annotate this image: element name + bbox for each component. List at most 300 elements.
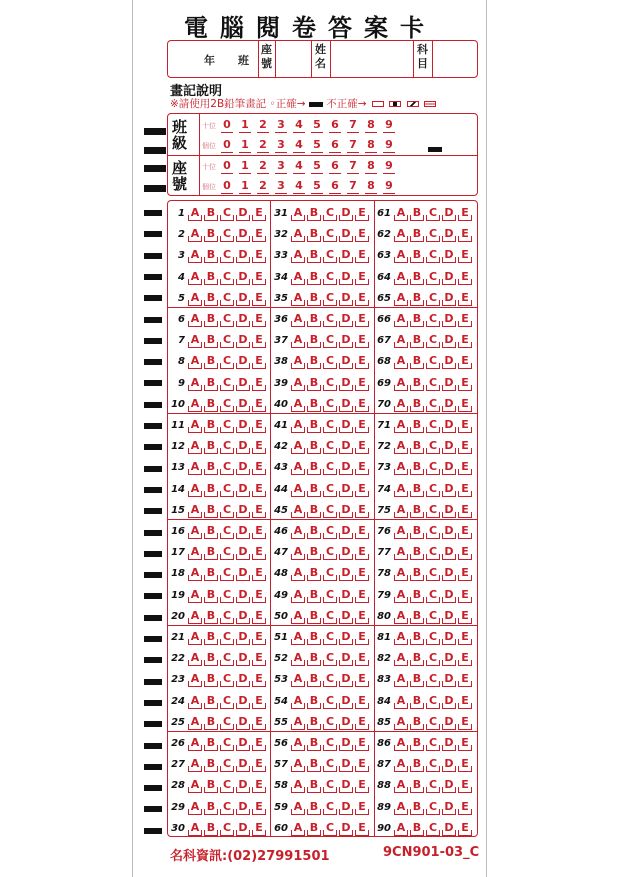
answer-bubble-b[interactable]: B: [412, 736, 422, 749]
answer-bubble-e[interactable]: E: [356, 609, 368, 623]
answer-bubble-e[interactable]: E: [253, 503, 265, 517]
answer-bubble-c[interactable]: C: [428, 460, 438, 474]
answer-bubble-b[interactable]: B: [309, 312, 319, 325]
answer-bubble-e[interactable]: E: [253, 376, 265, 390]
answer-bubble-d[interactable]: D: [341, 333, 351, 347]
answer-bubble-b[interactable]: B: [309, 778, 319, 792]
answer-bubble-b[interactable]: B: [309, 736, 319, 749]
answer-bubble-a[interactable]: A: [396, 227, 406, 241]
answer-bubble-a[interactable]: A: [190, 820, 200, 834]
digit-bubble[interactable]: 8: [364, 159, 378, 172]
answer-bubble-c[interactable]: C: [222, 799, 232, 813]
answer-bubble-d[interactable]: D: [341, 227, 351, 241]
answer-bubble-c[interactable]: C: [222, 481, 232, 495]
answer-bubble-d[interactable]: D: [341, 714, 351, 728]
answer-bubble-d[interactable]: D: [341, 312, 351, 325]
answer-bubble-b[interactable]: B: [309, 820, 319, 834]
answer-bubble-e[interactable]: E: [459, 694, 471, 708]
answer-bubble-e[interactable]: E: [253, 609, 265, 623]
digit-bubble[interactable]: 6: [328, 159, 342, 172]
answer-bubble-b[interactable]: B: [206, 757, 216, 771]
digit-bubble[interactable]: 0: [220, 138, 234, 151]
answer-bubble-b[interactable]: B: [206, 206, 216, 219]
answer-bubble-c[interactable]: C: [222, 248, 232, 262]
answer-bubble-b[interactable]: B: [206, 651, 216, 665]
answer-bubble-b[interactable]: B: [309, 693, 319, 707]
answer-bubble-a[interactable]: A: [190, 672, 200, 686]
answer-bubble-a[interactable]: A: [190, 693, 200, 707]
answer-bubble-a[interactable]: A: [190, 396, 200, 410]
answer-bubble-e[interactable]: E: [356, 333, 368, 347]
answer-bubble-d[interactable]: D: [341, 566, 351, 580]
answer-bubble-e[interactable]: E: [459, 333, 471, 347]
answer-bubble-e[interactable]: E: [356, 715, 368, 729]
answer-bubble-c[interactable]: C: [325, 354, 335, 368]
answer-bubble-d[interactable]: D: [444, 799, 454, 813]
answer-bubble-e[interactable]: E: [253, 439, 265, 453]
answer-bubble-d[interactable]: D: [238, 206, 248, 219]
answer-bubble-e[interactable]: E: [253, 672, 265, 686]
answer-bubble-c[interactable]: C: [325, 820, 335, 834]
answer-bubble-b[interactable]: B: [309, 375, 319, 389]
answer-bubble-e[interactable]: E: [356, 460, 368, 474]
digit-bubble[interactable]: 0: [220, 118, 234, 131]
answer-bubble-e[interactable]: E: [253, 630, 265, 644]
answer-bubble-d[interactable]: D: [238, 630, 248, 643]
answer-bubble-e[interactable]: E: [253, 397, 265, 411]
answer-bubble-a[interactable]: A: [396, 333, 406, 347]
answer-bubble-e[interactable]: E: [253, 270, 265, 284]
answer-bubble-a[interactable]: A: [293, 714, 303, 728]
answer-bubble-c[interactable]: C: [325, 630, 335, 643]
answer-bubble-e[interactable]: E: [356, 439, 368, 453]
answer-bubble-e[interactable]: E: [459, 270, 471, 284]
answer-bubble-e[interactable]: E: [459, 397, 471, 411]
answer-bubble-c[interactable]: C: [428, 396, 438, 410]
answer-bubble-c[interactable]: C: [325, 651, 335, 665]
answer-bubble-e[interactable]: E: [356, 651, 368, 665]
answer-bubble-a[interactable]: A: [190, 312, 200, 325]
answer-bubble-b[interactable]: B: [206, 693, 216, 707]
answer-bubble-c[interactable]: C: [325, 206, 335, 219]
answer-bubble-e[interactable]: E: [356, 524, 368, 538]
answer-bubble-a[interactable]: A: [293, 524, 303, 537]
answer-bubble-e[interactable]: E: [459, 715, 471, 729]
answer-bubble-c[interactable]: C: [325, 396, 335, 410]
answer-bubble-e[interactable]: E: [459, 757, 471, 771]
answer-bubble-a[interactable]: A: [190, 460, 200, 474]
answer-bubble-b[interactable]: B: [206, 502, 216, 516]
answer-bubble-d[interactable]: D: [341, 672, 351, 686]
answer-bubble-d[interactable]: D: [341, 545, 351, 559]
digit-bubble[interactable]: 2: [256, 138, 270, 151]
answer-bubble-e[interactable]: E: [356, 821, 368, 835]
answer-bubble-c[interactable]: C: [325, 545, 335, 559]
answer-bubble-b[interactable]: B: [412, 608, 422, 622]
answer-bubble-a[interactable]: A: [190, 248, 200, 262]
answer-bubble-c[interactable]: C: [222, 587, 232, 601]
answer-bubble-a[interactable]: A: [293, 418, 303, 431]
answer-bubble-b[interactable]: B: [412, 290, 422, 304]
answer-bubble-a[interactable]: A: [396, 439, 406, 453]
answer-bubble-e[interactable]: E: [356, 694, 368, 708]
answer-bubble-d[interactable]: D: [238, 545, 248, 559]
answer-bubble-b[interactable]: B: [206, 481, 216, 495]
answer-bubble-e[interactable]: E: [356, 566, 368, 580]
answer-bubble-a[interactable]: A: [396, 587, 406, 601]
answer-bubble-e[interactable]: E: [356, 291, 368, 305]
answer-bubble-d[interactable]: D: [444, 290, 454, 304]
digit-bubble[interactable]: 7: [346, 159, 360, 172]
answer-bubble-a[interactable]: A: [293, 460, 303, 474]
answer-bubble-a[interactable]: A: [293, 672, 303, 686]
answer-bubble-e[interactable]: E: [356, 778, 368, 792]
answer-bubble-d[interactable]: D: [238, 693, 248, 707]
answer-bubble-a[interactable]: A: [396, 481, 406, 495]
answer-bubble-a[interactable]: A: [396, 651, 406, 665]
answer-bubble-b[interactable]: B: [309, 502, 319, 516]
answer-bubble-d[interactable]: D: [238, 460, 248, 474]
answer-bubble-d[interactable]: D: [238, 418, 248, 431]
answer-bubble-d[interactable]: D: [238, 439, 248, 453]
answer-bubble-d[interactable]: D: [444, 375, 454, 389]
answer-bubble-e[interactable]: E: [253, 800, 265, 814]
answer-bubble-d[interactable]: D: [341, 524, 351, 537]
answer-bubble-d[interactable]: D: [444, 820, 454, 834]
answer-bubble-b[interactable]: B: [206, 269, 216, 283]
answer-bubble-e[interactable]: E: [253, 206, 265, 220]
answer-bubble-c[interactable]: C: [222, 227, 232, 241]
answer-bubble-a[interactable]: A: [293, 396, 303, 410]
answer-bubble-c[interactable]: C: [222, 545, 232, 559]
answer-bubble-c[interactable]: C: [222, 630, 232, 643]
digit-bubble[interactable]: 9: [382, 118, 396, 131]
answer-bubble-a[interactable]: A: [190, 651, 200, 665]
answer-bubble-b[interactable]: B: [309, 396, 319, 410]
answer-bubble-b[interactable]: B: [206, 587, 216, 601]
answer-bubble-e[interactable]: E: [253, 545, 265, 559]
answer-bubble-e[interactable]: E: [459, 736, 471, 750]
answer-bubble-c[interactable]: C: [325, 587, 335, 601]
answer-bubble-a[interactable]: A: [293, 354, 303, 368]
answer-bubble-a[interactable]: A: [293, 545, 303, 559]
answer-bubble-a[interactable]: A: [396, 566, 406, 580]
answer-bubble-a[interactable]: A: [396, 375, 406, 389]
answer-bubble-e[interactable]: E: [356, 206, 368, 220]
answer-bubble-e[interactable]: E: [459, 630, 471, 644]
answer-bubble-b[interactable]: B: [412, 566, 422, 580]
answer-bubble-d[interactable]: D: [238, 354, 248, 368]
answer-bubble-a[interactable]: A: [396, 672, 406, 686]
answer-bubble-d[interactable]: D: [444, 418, 454, 431]
answer-bubble-c[interactable]: C: [325, 693, 335, 707]
answer-bubble-a[interactable]: A: [396, 736, 406, 749]
answer-bubble-a[interactable]: A: [396, 312, 406, 325]
answer-bubble-b[interactable]: B: [309, 524, 319, 537]
answer-bubble-a[interactable]: A: [190, 545, 200, 559]
answer-bubble-d[interactable]: D: [238, 248, 248, 262]
answer-bubble-d[interactable]: D: [444, 269, 454, 283]
answer-bubble-a[interactable]: A: [190, 524, 200, 537]
answer-bubble-b[interactable]: B: [309, 248, 319, 262]
answer-bubble-c[interactable]: C: [222, 757, 232, 771]
answer-bubble-b[interactable]: B: [206, 290, 216, 304]
answer-bubble-d[interactable]: D: [341, 651, 351, 665]
answer-bubble-a[interactable]: A: [190, 481, 200, 495]
answer-bubble-e[interactable]: E: [459, 566, 471, 580]
answer-bubble-a[interactable]: A: [190, 375, 200, 389]
answer-bubble-c[interactable]: C: [325, 290, 335, 304]
answer-bubble-b[interactable]: B: [206, 672, 216, 686]
answer-bubble-a[interactable]: A: [190, 757, 200, 771]
digit-bubble[interactable]: 1: [238, 159, 252, 172]
answer-bubble-c[interactable]: C: [222, 439, 232, 453]
answer-bubble-e[interactable]: E: [253, 312, 265, 326]
answer-bubble-a[interactable]: A: [293, 227, 303, 241]
answer-bubble-a[interactable]: A: [293, 312, 303, 325]
answer-bubble-a[interactable]: A: [396, 524, 406, 537]
answer-bubble-e[interactable]: E: [459, 778, 471, 792]
digit-bubble[interactable]: 7: [346, 179, 360, 192]
answer-bubble-c[interactable]: C: [222, 312, 232, 325]
answer-bubble-b[interactable]: B: [412, 418, 422, 431]
answer-bubble-b[interactable]: B: [309, 418, 319, 431]
answer-bubble-d[interactable]: D: [444, 439, 454, 453]
answer-bubble-d[interactable]: D: [341, 736, 351, 749]
answer-bubble-b[interactable]: B: [206, 312, 216, 325]
answer-bubble-b[interactable]: B: [309, 481, 319, 495]
answer-bubble-a[interactable]: A: [190, 439, 200, 453]
answer-bubble-c[interactable]: C: [325, 460, 335, 474]
answer-bubble-b[interactable]: B: [206, 545, 216, 559]
answer-bubble-a[interactable]: A: [396, 545, 406, 559]
answer-bubble-c[interactable]: C: [325, 227, 335, 241]
answer-bubble-e[interactable]: E: [356, 800, 368, 814]
answer-bubble-d[interactable]: D: [238, 227, 248, 241]
answer-bubble-d[interactable]: D: [444, 333, 454, 347]
answer-bubble-c[interactable]: C: [428, 418, 438, 431]
answer-bubble-b[interactable]: B: [309, 630, 319, 643]
answer-bubble-c[interactable]: C: [222, 672, 232, 686]
answer-bubble-b[interactable]: B: [412, 248, 422, 262]
answer-bubble-d[interactable]: D: [444, 312, 454, 325]
answer-bubble-b[interactable]: B: [309, 227, 319, 241]
digit-bubble[interactable]: 7: [346, 138, 360, 151]
answer-bubble-d[interactable]: D: [444, 587, 454, 601]
answer-bubble-c[interactable]: C: [428, 290, 438, 304]
answer-bubble-d[interactable]: D: [444, 566, 454, 580]
answer-bubble-e[interactable]: E: [459, 482, 471, 496]
answer-bubble-d[interactable]: D: [238, 714, 248, 728]
answer-bubble-d[interactable]: D: [238, 481, 248, 495]
answer-bubble-d[interactable]: D: [238, 375, 248, 389]
answer-bubble-c[interactable]: C: [325, 757, 335, 771]
answer-bubble-b[interactable]: B: [309, 757, 319, 771]
answer-bubble-e[interactable]: E: [253, 227, 265, 241]
answer-bubble-a[interactable]: A: [396, 757, 406, 771]
answer-bubble-a[interactable]: A: [396, 630, 406, 643]
answer-bubble-b[interactable]: B: [206, 608, 216, 622]
answer-bubble-c[interactable]: C: [428, 736, 438, 749]
answer-bubble-e[interactable]: E: [356, 270, 368, 284]
answer-bubble-c[interactable]: C: [428, 481, 438, 495]
answer-bubble-a[interactable]: A: [396, 714, 406, 728]
answer-bubble-d[interactable]: D: [341, 587, 351, 601]
answer-bubble-a[interactable]: A: [293, 269, 303, 283]
answer-bubble-b[interactable]: B: [206, 248, 216, 262]
answer-bubble-a[interactable]: A: [293, 439, 303, 453]
digit-bubble[interactable]: 1: [238, 138, 252, 151]
answer-bubble-c[interactable]: C: [428, 248, 438, 262]
answer-bubble-a[interactable]: A: [190, 502, 200, 516]
answer-bubble-c[interactable]: C: [222, 418, 232, 431]
answer-bubble-d[interactable]: D: [238, 736, 248, 749]
answer-bubble-c[interactable]: C: [428, 333, 438, 347]
answer-bubble-a[interactable]: A: [190, 736, 200, 749]
answer-bubble-b[interactable]: B: [206, 820, 216, 834]
answer-bubble-c[interactable]: C: [325, 714, 335, 728]
digit-bubble[interactable]: 0: [220, 179, 234, 192]
answer-bubble-d[interactable]: D: [341, 630, 351, 643]
answer-bubble-a[interactable]: A: [190, 778, 200, 792]
answer-bubble-e[interactable]: E: [459, 418, 471, 432]
answer-bubble-c[interactable]: C: [428, 672, 438, 686]
answer-bubble-c[interactable]: C: [428, 375, 438, 389]
answer-bubble-c[interactable]: C: [325, 672, 335, 686]
answer-bubble-b[interactable]: B: [412, 354, 422, 368]
answer-bubble-b[interactable]: B: [309, 269, 319, 283]
answer-bubble-c[interactable]: C: [222, 566, 232, 580]
answer-bubble-b[interactable]: B: [412, 672, 422, 686]
answer-bubble-d[interactable]: D: [238, 566, 248, 580]
digit-bubble[interactable]: 9: [382, 138, 396, 151]
answer-bubble-b[interactable]: B: [412, 227, 422, 241]
answer-bubble-b[interactable]: B: [412, 778, 422, 792]
answer-bubble-e[interactable]: E: [356, 630, 368, 644]
answer-bubble-e[interactable]: E: [356, 397, 368, 411]
digit-bubble[interactable]: 2: [256, 179, 270, 192]
answer-bubble-e[interactable]: E: [459, 800, 471, 814]
answer-bubble-a[interactable]: A: [293, 608, 303, 622]
answer-bubble-c[interactable]: C: [325, 502, 335, 516]
answer-bubble-d[interactable]: D: [444, 227, 454, 241]
answer-bubble-b[interactable]: B: [412, 714, 422, 728]
answer-bubble-a[interactable]: A: [190, 566, 200, 580]
digit-bubble[interactable]: 1: [238, 118, 252, 131]
digit-bubble[interactable]: 5: [310, 159, 324, 172]
answer-bubble-c[interactable]: C: [222, 269, 232, 283]
answer-bubble-d[interactable]: D: [341, 778, 351, 792]
answer-bubble-b[interactable]: B: [206, 799, 216, 813]
answer-bubble-d[interactable]: D: [341, 693, 351, 707]
answer-bubble-d[interactable]: D: [444, 545, 454, 559]
answer-bubble-c[interactable]: C: [428, 502, 438, 516]
answer-bubble-c[interactable]: C: [428, 693, 438, 707]
answer-bubble-e[interactable]: E: [459, 545, 471, 559]
digit-bubble[interactable]: 4: [292, 138, 306, 151]
answer-bubble-e[interactable]: E: [356, 354, 368, 368]
digit-bubble[interactable]: 2: [256, 159, 270, 172]
answer-bubble-d[interactable]: D: [238, 269, 248, 283]
answer-bubble-c[interactable]: C: [222, 290, 232, 304]
answer-bubble-c[interactable]: C: [222, 714, 232, 728]
answer-bubble-a[interactable]: A: [396, 820, 406, 834]
answer-bubble-b[interactable]: B: [206, 333, 216, 347]
answer-bubble-b[interactable]: B: [206, 736, 216, 749]
answer-bubble-a[interactable]: A: [396, 608, 406, 622]
answer-bubble-c[interactable]: C: [428, 587, 438, 601]
answer-bubble-d[interactable]: D: [341, 290, 351, 304]
answer-bubble-e[interactable]: E: [356, 418, 368, 432]
answer-bubble-c[interactable]: C: [428, 799, 438, 813]
answer-bubble-c[interactable]: C: [222, 524, 232, 537]
answer-bubble-d[interactable]: D: [341, 354, 351, 368]
answer-bubble-b[interactable]: B: [206, 460, 216, 474]
answer-bubble-c[interactable]: C: [428, 524, 438, 537]
answer-bubble-e[interactable]: E: [356, 736, 368, 750]
answer-bubble-d[interactable]: D: [238, 778, 248, 792]
answer-bubble-c[interactable]: C: [428, 206, 438, 219]
answer-bubble-a[interactable]: A: [396, 502, 406, 516]
answer-bubble-d[interactable]: D: [341, 206, 351, 219]
answer-bubble-a[interactable]: A: [190, 587, 200, 601]
answer-bubble-a[interactable]: A: [293, 778, 303, 792]
digit-bubble[interactable]: 9: [382, 159, 396, 172]
answer-bubble-c[interactable]: C: [222, 651, 232, 665]
answer-bubble-e[interactable]: E: [356, 503, 368, 517]
answer-bubble-b[interactable]: B: [206, 396, 216, 410]
answer-bubble-d[interactable]: D: [238, 396, 248, 410]
answer-bubble-a[interactable]: A: [293, 248, 303, 262]
answer-bubble-b[interactable]: B: [206, 375, 216, 389]
answer-bubble-c[interactable]: C: [325, 799, 335, 813]
answer-bubble-b[interactable]: B: [309, 566, 319, 580]
answer-bubble-e[interactable]: E: [356, 757, 368, 771]
answer-bubble-b[interactable]: B: [309, 439, 319, 453]
answer-bubble-a[interactable]: A: [293, 375, 303, 389]
answer-bubble-c[interactable]: C: [428, 439, 438, 453]
answer-bubble-d[interactable]: D: [444, 714, 454, 728]
answer-bubble-a[interactable]: A: [293, 693, 303, 707]
answer-bubble-e[interactable]: E: [459, 821, 471, 835]
digit-bubble[interactable]: 3: [274, 159, 288, 172]
answer-bubble-d[interactable]: D: [341, 418, 351, 431]
answer-bubble-a[interactable]: A: [190, 354, 200, 368]
answer-bubble-b[interactable]: B: [412, 396, 422, 410]
answer-bubble-a[interactable]: A: [396, 418, 406, 431]
answer-bubble-b[interactable]: B: [412, 375, 422, 389]
answer-bubble-d[interactable]: D: [238, 608, 248, 622]
answer-bubble-b[interactable]: B: [412, 693, 422, 707]
answer-bubble-b[interactable]: B: [412, 269, 422, 283]
answer-bubble-a[interactable]: A: [396, 248, 406, 262]
answer-bubble-c[interactable]: C: [222, 460, 232, 474]
answer-bubble-d[interactable]: D: [238, 587, 248, 601]
answer-bubble-c[interactable]: C: [325, 566, 335, 580]
answer-bubble-d[interactable]: D: [341, 481, 351, 495]
digit-bubble[interactable]: 3: [274, 138, 288, 151]
answer-bubble-b[interactable]: B: [412, 587, 422, 601]
answer-bubble-e[interactable]: E: [253, 354, 265, 368]
answer-bubble-b[interactable]: B: [412, 524, 422, 537]
answer-bubble-e[interactable]: E: [253, 588, 265, 602]
answer-bubble-e[interactable]: E: [253, 566, 265, 580]
answer-bubble-d[interactable]: D: [444, 524, 454, 537]
answer-bubble-d[interactable]: D: [444, 396, 454, 410]
answer-bubble-b[interactable]: B: [206, 418, 216, 431]
answer-bubble-e[interactable]: E: [253, 524, 265, 538]
answer-bubble-a[interactable]: A: [293, 333, 303, 347]
